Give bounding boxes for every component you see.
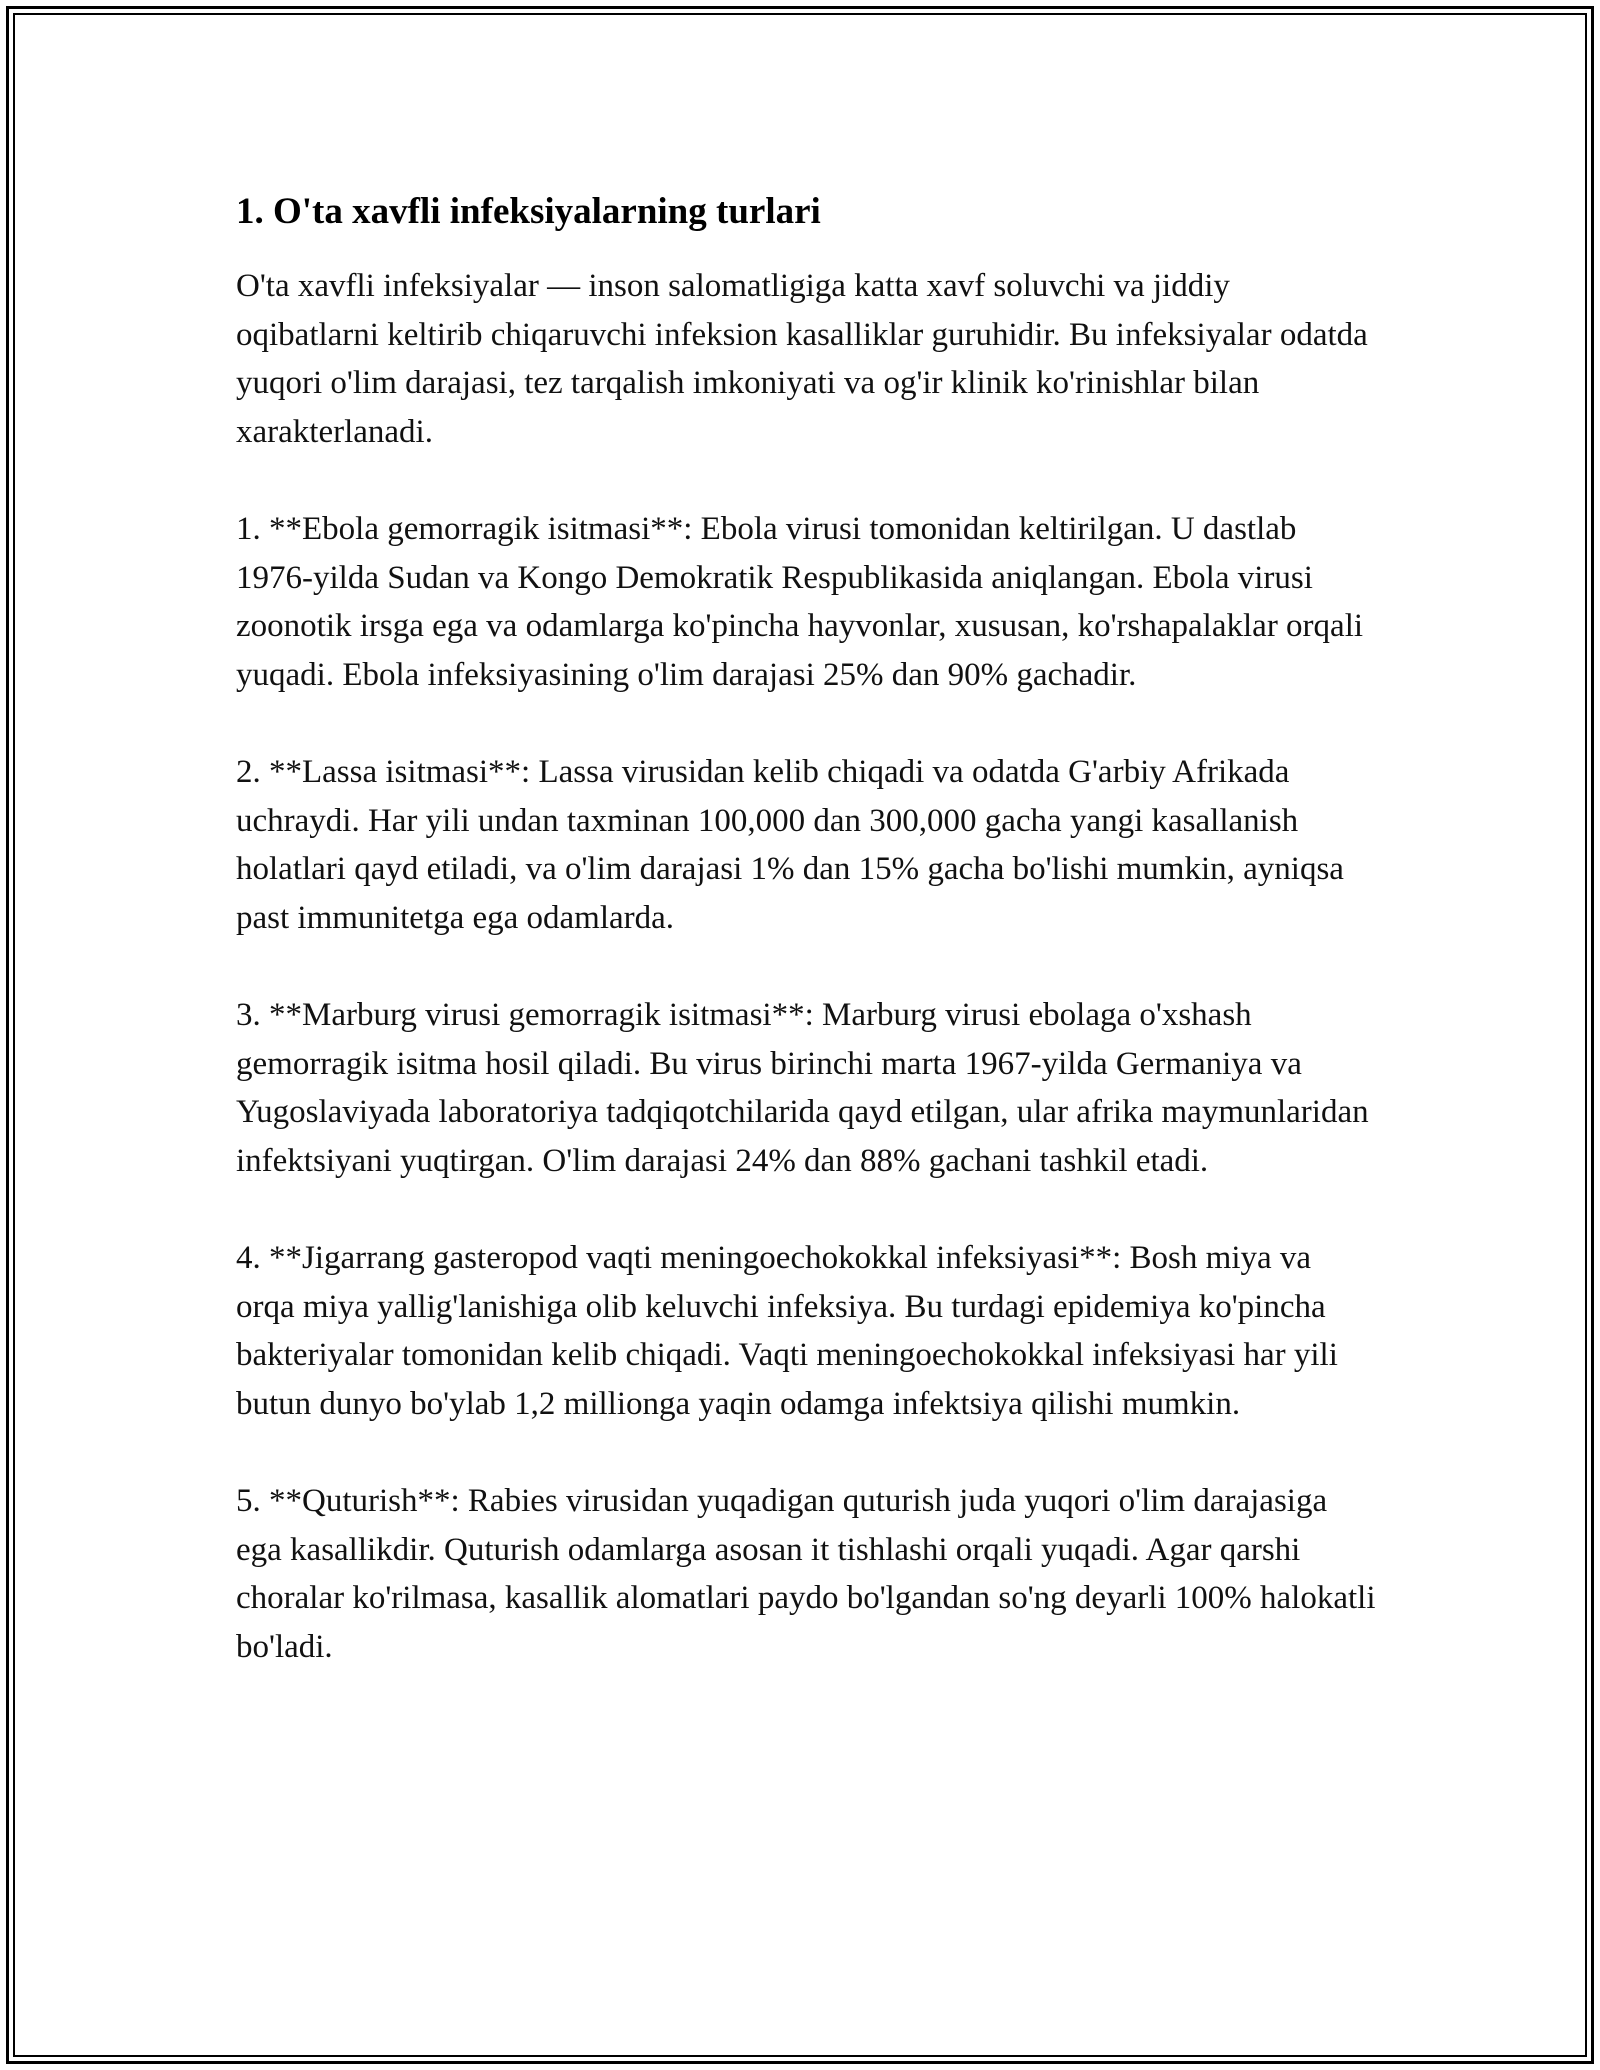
paragraph-meningococcal: 4. **Jigarrang gasteropod vaqti meningoechokokkal infeksiyasi**: Bosh miya va orqa miya yallig'lanishiga olib keluvchi infeksiya. Bu turdagi epidemiya ko'pincha bakteriyalar tomonidan kelib chiqadi. Vaqti meningoechokokkal infeksiyasi har yili butun dunyo bo'ylab 1,2 millionga yaqin odamga infektsiya qilishi mumkin.	[236, 1240, 1338, 1422]
paragraph-marburg: 3. **Marburg virusi gemorragik isitmasi**: Marburg virusi ebolaga o'xshash gemorragik isitma hosil qiladi. Bu virus birinchi marta 1967-yilda Germaniya va Yugoslaviyada laboratoriya tadqiqotchilarida qayd etilgan, ular afrika maymunlaridan infektsiyani yuqtirgan. O'lim darajasi 24% dan 88% gachani tashkil etadi.	[236, 997, 1369, 1179]
paragraph-ebola: 1. **Ebola gemorragik isitmasi**: Ebola virusi tomonidan keltirilgan. U dastlab 1976-yilda Sudan va Kongo Demokratik Respublikasida aniqlangan. Ebola virusi zoonotik irsga ega va odamlarga ko'pincha hayvonlar, xususan, ko'rshapalaklar orqali yuqadi. Ebola infeksiyasining o'lim darajasi 25% dan 90% gachadir.	[236, 511, 1364, 693]
paragraph-lassa: 2. **Lassa isitmasi**: Lassa virusidan kelib chiqadi va odatda G'arbiy Afrikada uchraydi. Har yili undan taxminan 100,000 dan 300,000 gacha yangi kasallanish holatlari qayd etiladi, va o'lim darajasi 1% dan 15% gacha bo'lishi mumkin, ayniqsa past immunitetga ega odamlarda.	[236, 754, 1344, 936]
section-heading: 1. O'ta xavfli infeksiyalarning turlari	[236, 191, 821, 232]
document-body	[236, 188, 1376, 1671]
paragraph-rabies: 5. **Quturish**: Rabies virusidan yuqadigan quturish juda yuqori o'lim darajasiga ega kasallikdir. Quturish odamlarga asosan it tishlashi orqali yuqadi. Agar qarshi choralar ko'rilmasa, kasallik alomatlari paydo bo'lgandan so'ng deyarli 100% halokatli bo'ladi.	[236, 1483, 1376, 1665]
intro-paragraph: O'ta xavfli infeksiyalar — inson salomatligiga katta xavf soluvchi va jiddiy oqibatlarni keltirib chiqaruvchi infeksion kasalliklar guruhidir. Bu infeksiyalar odatda yuqori o'lim darajasi, tez tarqalish imkoniyati va og'ir klinik ko'rinishlar bilan xarakterlanadi.	[236, 268, 1368, 450]
